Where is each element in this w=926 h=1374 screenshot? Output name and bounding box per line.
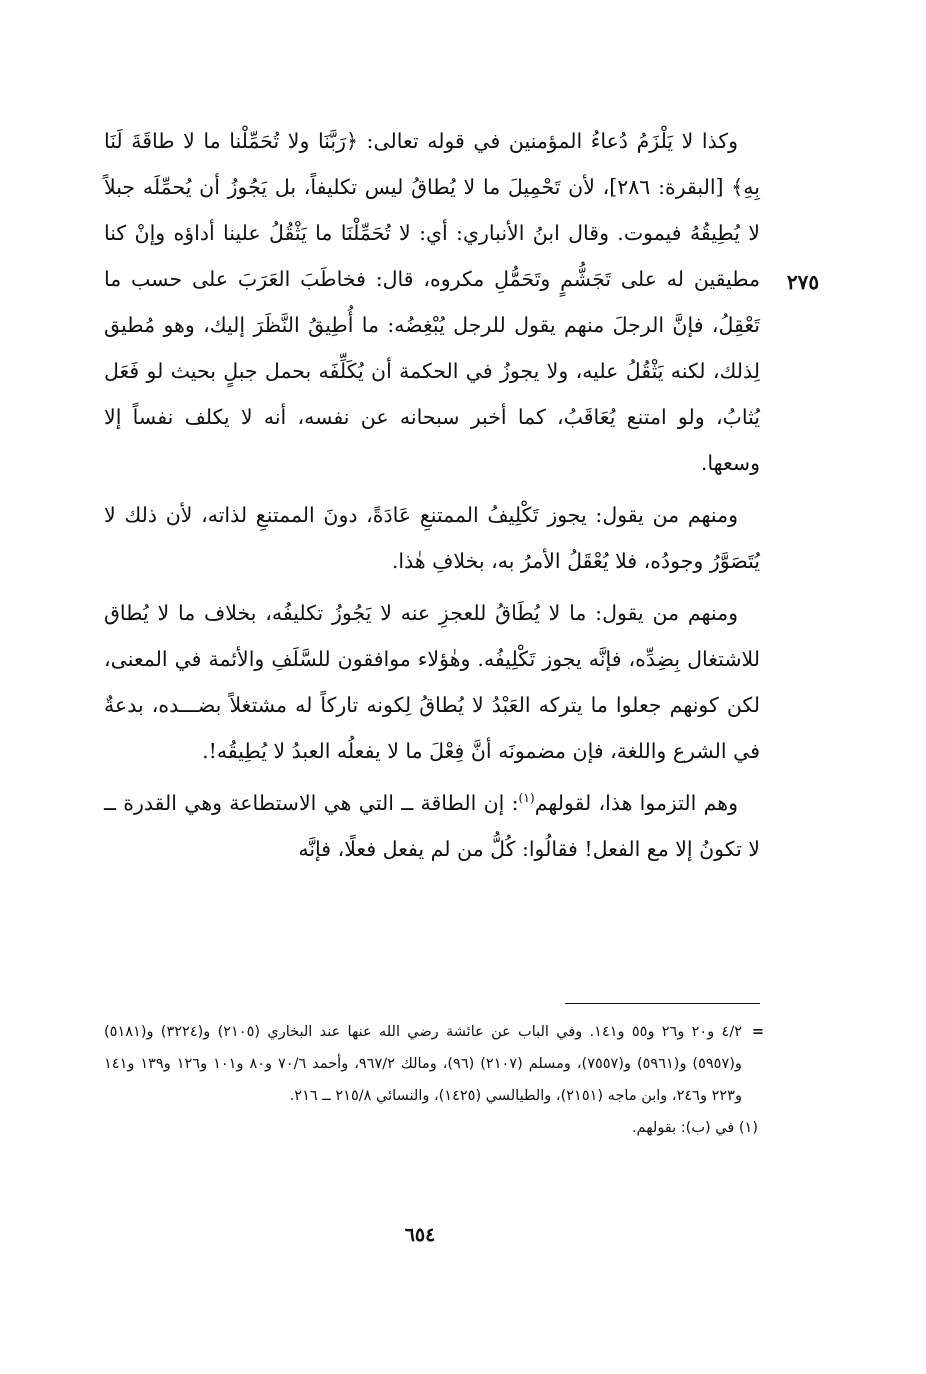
- paragraph-1: [104, 118, 760, 486]
- footnote-continuation-text: ٤/٢ و٢٠ و٢٦ و٥٥ و١٤١. وفي الباب عن عائشة رضي الله عنها عند البخاري (٢١٠٥) و(٣٢٢٤) و(٥١٨١) و(٥٩٥٧) و(٥٩٦١) و(٧٥٥٧)، ومسلم (٢١٠٧) (٩٦)، ومالك ٩٦٧/٢، وأحمد ٧٠/٦ و٨٠ و١٠١ و١٢٦ و١٣٩ و١٤١ و٢٢٣ و٢٤٦، وابن ماجه (٢١٥١)، والطيالسي (١٤٢٥)، والنسائي ٢١٥/٨ ــ ٢١٦.: [104, 1024, 742, 1104]
- paragraph-4-text-before: وهم التزموا هذا، لقولهم: [534, 791, 738, 815]
- paragraph-2-text: ومنهم من يقول: يجوز تَكْلِيفُ الممتنعِ عَادَةً، دونَ الممتنعِ لذاته، لأن ذلك لا يُتَصَوَّرُ وجودُه، فلا يُعْقَلُ الأمرُ به، بخلافِ هٰذا.: [104, 503, 760, 573]
- continuation-mark: =: [751, 1024, 764, 1040]
- footnotes: [104, 1016, 764, 1144]
- main-text: [104, 118, 760, 878]
- footnote-continuation: [104, 1016, 764, 1112]
- paragraph-4: [104, 780, 760, 872]
- paragraph-3-text: ومنهم من يقول: ما لا يُطَاقُ للعجزِ عنه لا يَجُوزُ تكليفُه، بخلاف ما لا يُطاق للاشتغال بِضِدِّه، فإنَّه يجوز تَكْلِيفُه. وهٰؤلاء موافقون للسَّلَفِ والأئمة في المعنى، لكن كونهم جعلوا ما يتركه العَبْدُ لا يُطاقُ لِكونه تاركاً له مشتغلاً بضـــده، بدعةٌ في الشرع واللغة، فإن مضمونَه أنَّ فِعْلَ ما لا يفعلُه العبدُ لا يُطِيقُه!.: [104, 601, 760, 763]
- page-number: ٦٥٤: [404, 1224, 436, 1246]
- paragraph-4-text-after: : إن الطاقة ــ التي هي الاستطاعة وهي القدرة ــ لا تكونُ إلا مع الفعل! فقالُوا: كُلُّ من لم يفعل فعلًا، فإنَّه: [104, 791, 760, 861]
- footnote-separator: [565, 1003, 760, 1004]
- margin-number: ٢٧٥: [786, 270, 820, 294]
- paragraph-2: [104, 492, 760, 584]
- footnote-1: (١) في (ب): بقولهم.: [631, 1120, 758, 1136]
- paragraph-1-text: وكذا لا يَلْزَمُ دُعاءُ المؤمنين في قوله تعالى: ﴿رَبَّنَا ولا تُحَمِّلْنا ما لا طاقَةَ لَنَا بِهِ﴾ [البقرة: ٢٨٦]، لأن تَحْمِيلَ ما لا يُطاقُ ليس تكليفاً، بل يَجُوزُ أن يُحمِّلَه جبلاً لا يُطِيقُهُ فيموت. وقال ابنُ الأنباري: أي: لا تُحَمِّلْنَا ما يَثْقُلُ علينا أداؤه وإنْ كنا مطيقين له على تَجَشُّمٍ وتَحَمُّلِ مكروه، قال: فخاطَبَ العَرَبَ على حسب ما تَعْقِلُ، فإنَّ الرجلَ منهم يقول للرجل يُبْغِضُه: ما أُطِيقُ النَّظَرَ إليك، وهو مُطيق لِذلك، لكنه يَثْقُلُ عليه، ولا يجوزُ في الحكمة أن يُكَلِّفَه بحمل جبلٍ بحيث لو فَعَل يُثابُ، ولو امتنع يُعَاقَبُ، كما أخبر سبحانه عن نفسه، أنه لا يكلف نفساً إلا وسعها.: [104, 129, 760, 475]
- paragraph-3: [104, 590, 760, 774]
- footnote-reference-1: (١): [518, 791, 535, 806]
